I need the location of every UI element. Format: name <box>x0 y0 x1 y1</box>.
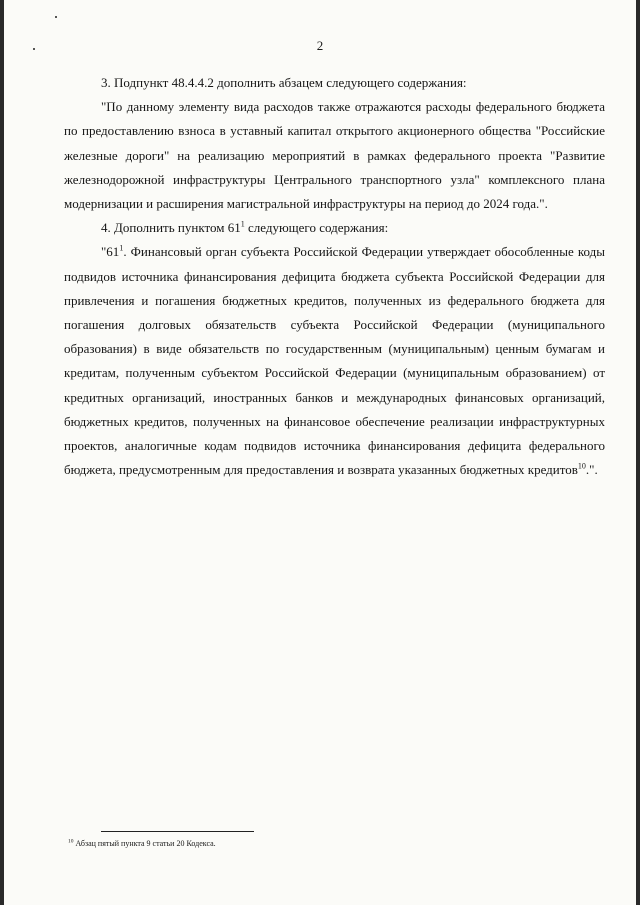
paragraph-text: 4. Дополнить пунктом 61 <box>101 220 241 236</box>
footnote <box>68 839 216 848</box>
paragraph-subitem-3: 3. Подпункт 48.4.4.2 дополнить абзацем следующего содержания: <box>101 75 467 90</box>
paragraph-text: следующего содержания: <box>244 220 389 236</box>
paragraph-text: . Финансовый орган субъекта Российской Федерации утверждает обособленные коды подвидов источника финансирования дефицита бюджета субъекта Российской Федерации для привлечения и погашения бюджетных кредитов, полученных из федерального бюджета для погашения долговых обязательств субъекта Российской Федерации (муниципального образования) в виде обязательств по государственным (муниципальным) ценным бумагам и кредитам, полученным субъектом Российской Федерации (муниципальным образованием) от кредитных организаций, иностранных банков и международных финансовых организаций, бюджетных кредитов, полученных на финансовое обеспечение реализации инфраструктурных проектов, аналогичные кодам подвидов источника финансирования дефицита федерального бюджета, предусмотренным для предоставления и возврата указанных бюджетных кредитов <box>64 244 605 478</box>
paragraph-text: "61 <box>101 244 120 260</box>
paragraph-add-item-61 <box>64 216 605 240</box>
footnote-marker: 10 <box>68 838 74 845</box>
superscript: 1 <box>119 244 124 254</box>
paragraph-quoted-expenses: "По данному элементу вида расходов также отражаются расходы федерального бюджета по предоставлению взноса в уставный капитал открытого акционерного общества "Российские железные дороги" на реализацию мероприятий в рамках федерального проекта "Развитие железнодорожной инфраструктуры Центрального транспортного узла" комплексного плана модернизации и расширения магистральной инфраструктуры на период до 2024 года.". <box>64 99 605 212</box>
superscript: 1 <box>240 219 245 229</box>
paragraph-item-61-1 <box>64 240 605 482</box>
footnote-text: Абзац пятый пункта 9 статьи 20 Кодекса. <box>73 839 216 848</box>
footnote-reference[interactable]: 10 <box>577 461 586 471</box>
document-body <box>64 71 605 482</box>
scan-speck <box>55 16 57 18</box>
page-number: 2 <box>316 38 324 53</box>
document-page <box>4 0 636 905</box>
footnote-separator <box>101 831 254 832</box>
paragraph-text: .". <box>585 462 598 478</box>
